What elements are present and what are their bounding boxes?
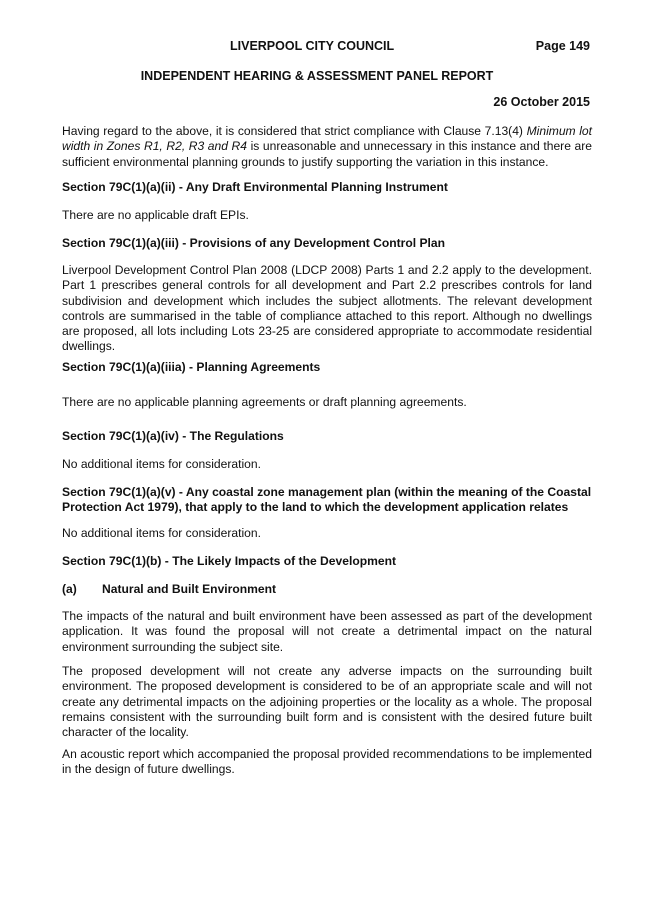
section-text-draft-epi: There are no applicable draft EPIs. [62,208,249,222]
section-heading-draft-epi: Section 79C(1)(a)(ii) - Any Draft Environmental Planning Instrument [62,180,448,194]
intro-paragraph [62,124,592,170]
report-date: 26 October 2015 [493,95,590,109]
section-text-coastal-zone: No additional items for consideration. [62,526,261,540]
section-text-regulations: No additional items for consideration. [62,457,261,471]
section-text-planning-agreements: There are no applicable planning agreements or draft planning agreements. [62,395,467,409]
section-text-dcp: Liverpool Development Control Plan 2008 (LDCP 2008) Parts 1 and 2.2 apply to the development. Part 1 prescribes general controls for all development and Part 2.2 prescribes controls for land subdivision and development which includes the subject allotments. The relevant development controls are summarised in the table of compliance attached to this report. Although no dwellings are proposed, all lots including Lots 23-25 are considered appropriate to accommodate residential dwellings. [62,263,592,354]
section-heading-dcp: Section 79C(1)(a)(iii) - Provisions of any Development Control Plan [62,236,446,250]
impacts-paragraph-acoustic: An acoustic report which accompanied the proposal provided recommendations to be implemented in the design of future dwellings. [62,747,592,777]
intro-text-2: is unreasonable and unnecessary in this instance and there are sufficient environmental planning grounds to justify supporting the variation in this instance. [62,139,592,169]
impacts-paragraph-natural: The impacts of the natural and built environment have been assessed as part of the development application. It was found the proposal will not create a detrimental impact on the natural environment surrounding the subject site. [62,609,592,654]
subsection-label: (a) [62,582,77,596]
section-heading-coastal-zone: Section 79C(1)(a)(v) - Any coastal zone management plan (within the meaning of the Coastal Protection Act 1979), that apply to the land to which the development application relates [62,485,592,515]
section-heading-regulations: Section 79C(1)(a)(iv) - The Regulations [62,429,284,443]
impacts-paragraph-built: The proposed development will not create any adverse impacts on the surrounding built environment. The proposed development is considered to be of an appropriate scale and will not create any detrimental impacts on the adjoining properties or the locality as a whole. The proposal remains consistent with the surrounding built form and is consistent with the desired future built character of the locality. [62,664,592,740]
intro-text-1: Having regard to the above, it is considered that strict compliance with Clause 7.13(4) [62,124,527,138]
report-title: INDEPENDENT HEARING & ASSESSMENT PANEL REPORT [140,69,494,83]
subsection-heading [62,582,592,597]
subsection-title: Natural and Built Environment [102,582,277,596]
section-heading-planning-agreements: Section 79C(1)(a)(iiia) - Planning Agreements [62,360,321,374]
council-name: LIVERPOOL CITY COUNCIL [230,39,395,53]
section-heading-likely-impacts: Section 79C(1)(b) - The Likely Impacts of the Development [62,554,396,568]
intro-italic-text: Minimum lot width in Zones R1, R2, R3 and R4 [62,124,593,154]
page-number: Page 149 [535,39,590,53]
